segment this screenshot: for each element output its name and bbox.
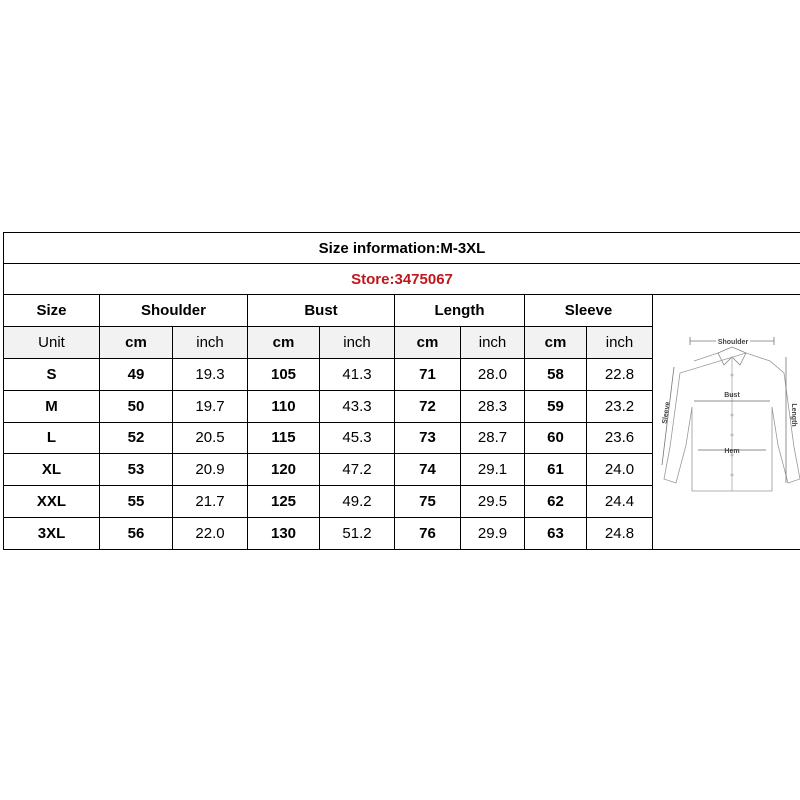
shoulder-cm-cell: 50 (100, 390, 173, 422)
bust-inch-cell: 49.2 (320, 486, 395, 518)
bust-cm-cell: 130 (248, 518, 320, 550)
bust-cm-cell: 125 (248, 486, 320, 518)
length-cm-cell: 73 (395, 422, 461, 454)
unit-cm: cm (395, 326, 461, 358)
bust-inch-cell: 41.3 (320, 358, 395, 390)
shoulder-inch-cell: 20.5 (173, 422, 248, 454)
diagram-shoulder-label: Shoulder (717, 339, 748, 346)
size-cell: XL (4, 454, 100, 486)
size-cell: S (4, 358, 100, 390)
header-sleeve: Sleeve (525, 295, 653, 327)
size-cell: L (4, 422, 100, 454)
header-size: Size (4, 295, 100, 327)
sleeve-cm-cell: 61 (525, 454, 587, 486)
shirt-diagram-cell (653, 295, 800, 550)
bust-cm-cell: 120 (248, 454, 320, 486)
sleeve-cm-cell: 58 (525, 358, 587, 390)
sleeve-inch-cell: 24.0 (587, 454, 653, 486)
header-shoulder: Shoulder (100, 295, 248, 327)
length-inch-cell: 29.5 (461, 486, 525, 518)
sleeve-cm-cell: 60 (525, 422, 587, 454)
store-id: Store:3475067 (4, 264, 800, 295)
shirt-diagram (654, 295, 800, 545)
unit-cm: cm (525, 326, 587, 358)
bust-inch-cell: 51.2 (320, 518, 395, 550)
sleeve-inch-cell: 22.8 (587, 358, 653, 390)
bust-inch-cell: 45.3 (320, 422, 395, 454)
bust-cm-cell: 110 (248, 390, 320, 422)
length-cm-cell: 71 (395, 358, 461, 390)
length-cm-cell: 76 (395, 518, 461, 550)
diagram-length-label: Length (789, 403, 797, 427)
length-cm-cell: 75 (395, 486, 461, 518)
length-cm-cell: 74 (395, 454, 461, 486)
header-length: Length (395, 295, 525, 327)
length-inch-cell: 28.3 (461, 390, 525, 422)
sleeve-inch-cell: 24.8 (587, 518, 653, 550)
unit-inch: inch (320, 326, 395, 358)
size-table (3, 232, 800, 550)
sleeve-inch-cell: 24.4 (587, 486, 653, 518)
shoulder-cm-cell: 49 (100, 358, 173, 390)
length-inch-cell: 29.9 (461, 518, 525, 550)
length-inch-cell: 28.0 (461, 358, 525, 390)
diagram-bust-label: Bust (723, 392, 740, 399)
sleeve-cm-cell: 59 (525, 390, 587, 422)
shoulder-inch-cell: 19.3 (173, 358, 248, 390)
sleeve-cm-cell: 63 (525, 518, 587, 550)
header-bust: Bust (248, 295, 395, 327)
bust-cm-cell: 105 (248, 358, 320, 390)
shoulder-inch-cell: 20.9 (173, 454, 248, 486)
shoulder-cm-cell: 52 (100, 422, 173, 454)
diagram-hem-label: Hem (723, 448, 740, 455)
shoulder-cm-cell: 55 (100, 486, 173, 518)
unit-cm: cm (248, 326, 320, 358)
unit-inch: inch (587, 326, 653, 358)
shoulder-cm-cell: 53 (100, 454, 173, 486)
sleeve-inch-cell: 23.6 (587, 422, 653, 454)
diagram-sleeve-label: Sleeve (661, 401, 672, 425)
size-cell: M (4, 390, 100, 422)
shoulder-cm-cell: 56 (100, 518, 173, 550)
size-chart (3, 232, 800, 566)
size-cell: 3XL (4, 518, 100, 550)
length-cm-cell: 72 (395, 390, 461, 422)
bust-cm-cell: 115 (248, 422, 320, 454)
unit-inch: inch (461, 326, 525, 358)
length-inch-cell: 29.1 (461, 454, 525, 486)
shoulder-inch-cell: 19.7 (173, 390, 248, 422)
unit-cm: cm (100, 326, 173, 358)
bust-inch-cell: 43.3 (320, 390, 395, 422)
bust-inch-cell: 47.2 (320, 454, 395, 486)
sleeve-cm-cell: 62 (525, 486, 587, 518)
shoulder-inch-cell: 21.7 (173, 486, 248, 518)
unit-label: Unit (4, 326, 100, 358)
size-cell: XXL (4, 486, 100, 518)
unit-inch: inch (173, 326, 248, 358)
size-info-title: Size information:M-3XL (4, 233, 800, 264)
length-inch-cell: 28.7 (461, 422, 525, 454)
sleeve-inch-cell: 23.2 (587, 390, 653, 422)
shoulder-inch-cell: 22.0 (173, 518, 248, 550)
